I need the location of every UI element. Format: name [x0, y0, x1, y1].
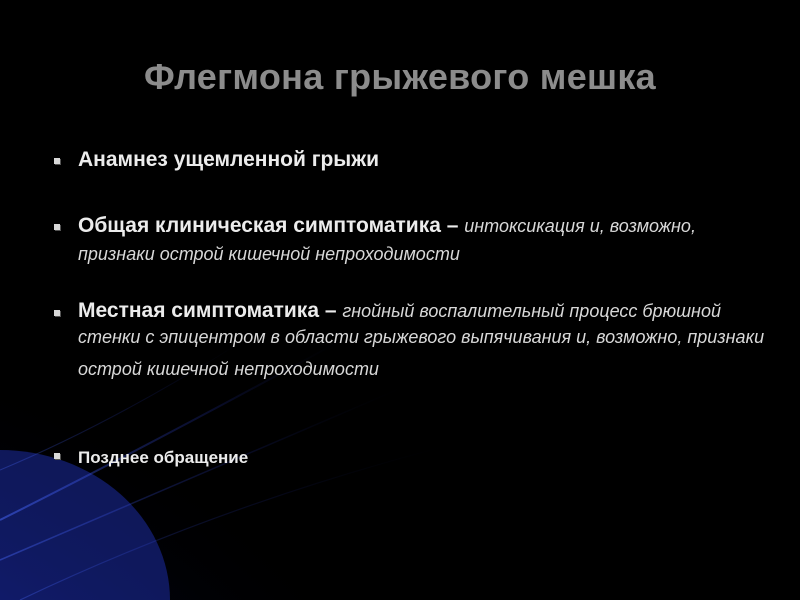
bullet-detail: гнойный воспалительный процесс брюшной стенки с эпицентром в области грыжевого выпячивания и, возможно, признаки острой кишечной — [78, 301, 765, 379]
bullet-lead: Местная симптоматика – — [78, 299, 343, 322]
slide-title: Флегмона грыжевого мешка — [143, 56, 656, 97]
square-bullet-icon — [54, 453, 60, 459]
square-bullet-icon — [54, 310, 60, 316]
bullet-lead: Анамнез ущемленной грыжи — [78, 148, 380, 171]
square-bullet-icon — [54, 158, 60, 164]
bullet-item — [48, 212, 768, 268]
square-bullet-icon — [54, 224, 60, 230]
bullet-detail-tail: непроходимости — [234, 359, 379, 379]
bullet-lead: Позднее обращение — [78, 448, 249, 467]
bullet-lead: Общая клиническая симптоматика – — [78, 214, 465, 237]
bullet-item — [48, 444, 768, 472]
bullet-detail: интоксикация и, возможно, признаки острой кишечной непроходимости — [78, 216, 696, 264]
bullet-item — [48, 146, 768, 174]
bullet-item — [48, 298, 768, 382]
